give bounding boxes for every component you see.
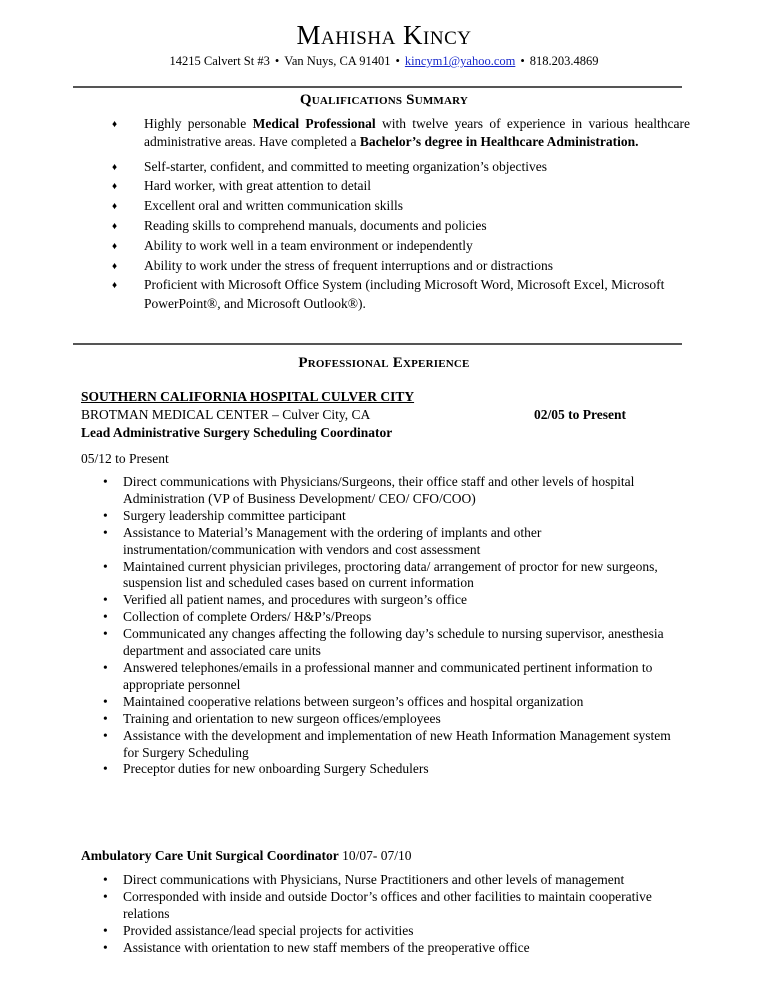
list-item: [81, 872, 681, 889]
list-item: [81, 761, 681, 778]
bullet-icon: •: [103, 888, 108, 904]
text: Reading skills to comprehend manuals, documents and policies: [144, 217, 487, 233]
list-item: [81, 474, 681, 508]
qualifications-list: [112, 115, 690, 314]
emphasis: Medical Professional: [252, 116, 376, 131]
list-item: [81, 940, 681, 957]
text: Assistance with the development and implementation of new Heath Information Management system for Surgery Scheduling: [123, 727, 671, 760]
list-item: [112, 237, 690, 255]
bullet-icon: •: [103, 872, 108, 887]
text: Highly personable: [144, 116, 253, 131]
list-item: [81, 609, 681, 626]
text: Communicated any changes affecting the following day’s schedule to nursing supervisor, anesthesia department and associated care units: [123, 626, 664, 659]
diamond-bullet-icon: ♦: [112, 240, 118, 252]
text: Verified all patient names, and procedures with surgeon’s office: [123, 592, 468, 608]
diamond-bullet-icon: ♦: [112, 161, 118, 173]
candidate-name: Mahisha Kincy: [296, 20, 472, 50]
list-item: [81, 889, 681, 923]
phone: 818.203.4869: [529, 54, 599, 68]
list-item: [81, 694, 681, 711]
list-item: [81, 923, 681, 940]
qualifications-heading: Qualifications Summary: [299, 92, 469, 108]
contact-line: [0, 53, 768, 69]
text: Ability to work under the stress of frequent interruptions and or distractions: [144, 257, 554, 273]
diamond-bullet-icon: ♦: [112, 181, 118, 193]
text: Corresponded with inside and outside Doctor’s offices and other facilities to maintain cooperative relations: [123, 888, 652, 921]
employer-name: SOUTHERN CALIFORNIA HOSPITAL CULVER CITY: [81, 389, 415, 404]
bullet-icon: •: [103, 474, 108, 489]
role-header: [81, 847, 412, 865]
role-duties-list: [81, 872, 681, 957]
text: Self-starter, confident, and committed to meeting organization’s objectives: [144, 158, 547, 174]
diamond-bullet-icon: ♦: [112, 260, 118, 272]
text: Provided assistance/lead special projects for activities: [123, 922, 414, 938]
bullet-icon: •: [103, 939, 108, 955]
list-item: [81, 525, 681, 559]
list-item: [81, 626, 681, 660]
bullet-icon: •: [103, 710, 108, 726]
bullet-icon: •: [103, 558, 108, 574]
role-title: Lead Administrative Surgery Scheduling Coordinator: [81, 425, 393, 440]
text: Maintained current physician privileges, proctoring data/ arrangement of proctor for new surgeons, suspension list and scheduled cases based on current information: [123, 558, 658, 591]
list-item: [81, 728, 681, 762]
bullet-icon: •: [103, 609, 108, 625]
text: Direct communications with Physicians, Nurse Practitioners and other levels of management: [123, 872, 625, 887]
list-item: [112, 217, 690, 235]
text: Assistance to Material’s Management with the ordering of implants and other instrumentation/communication with vendors and cost assessment: [123, 524, 542, 557]
facility-dates: 02/05 to Present: [534, 407, 626, 422]
separator: •: [395, 54, 400, 68]
role-title: Ambulatory Care Unit Surgical Coordinator: [81, 848, 339, 863]
role-duties-list: [81, 474, 681, 778]
diamond-bullet-icon: ♦: [112, 119, 118, 130]
emphasis: Bachelor’s degree in Healthcare Administration.: [359, 134, 639, 150]
bullet-icon: •: [103, 524, 108, 540]
list-item: [112, 257, 690, 275]
list-item: [112, 177, 690, 195]
address: 14215 Calvert St #3: [169, 54, 270, 68]
bullet-icon: •: [103, 592, 108, 608]
diamond-bullet-icon: ♦: [112, 201, 118, 213]
list-item: [112, 276, 690, 313]
diamond-bullet-icon: ♦: [112, 220, 118, 232]
list-item: [81, 559, 681, 593]
bullet-icon: •: [103, 761, 108, 777]
list-item: [81, 660, 681, 694]
bullet-icon: •: [103, 727, 108, 743]
facility-name: BROTMAN MEDICAL CENTER – Culver City, CA: [81, 407, 371, 422]
text: with twelve years of experience in various healthcare administrative areas. Have completed a: [144, 116, 691, 150]
list-item: [112, 197, 690, 215]
text: Ability to work well in a team environment or independently: [144, 237, 473, 253]
bullet-icon: •: [103, 507, 108, 523]
separator: •: [520, 54, 525, 68]
text: Collection of complete Orders/ H&P’s/Preops: [123, 609, 372, 625]
list-item: [81, 592, 681, 609]
text: Direct communications with Physicians/Surgeons, their office staff and other levels of hospital Administration (VP of Business Development/ CEO/ CFO/COO): [123, 474, 635, 506]
divider: [73, 343, 682, 345]
text: Maintained cooperative relations between surgeon’s offices and hospital organization: [123, 693, 584, 709]
text: Proficient with Microsoft Office System (including Microsoft Word, Microsoft Excel, Microsoft PowerPoint®, and Microsoft Outlook®).: [144, 277, 665, 311]
separator: •: [274, 54, 280, 68]
text: Preceptor duties for new onboarding Surgery Schedulers: [123, 761, 429, 777]
text: Surgery leadership committee participant: [123, 507, 346, 523]
bullet-icon: •: [103, 659, 108, 675]
role-dates: 05/12 to Present: [81, 451, 169, 466]
divider: [73, 86, 682, 88]
list-item: [81, 711, 681, 728]
bullet-icon: •: [103, 626, 108, 642]
text: Assistance with orientation to new staff members of the preoperative office: [123, 939, 530, 955]
bullet-icon: •: [103, 922, 108, 938]
text: Training and orientation to new surgeon offices/employees: [123, 710, 441, 726]
role-dates: 10/07- 07/10: [342, 848, 412, 863]
city: Van Nuys, CA 91401: [284, 54, 391, 68]
email-link[interactable]: kincym1@yahoo.com: [404, 54, 516, 68]
text: Hard worker, with great attention to detail: [144, 178, 372, 194]
text: Answered telephones/emails in a professional manner and communicated pertinent information to appropriate personnel: [123, 659, 653, 692]
list-item: [112, 158, 690, 176]
bullet-icon: •: [103, 693, 108, 709]
list-item: [112, 115, 690, 152]
experience-heading: Professional Experience: [298, 355, 470, 371]
list-item: [81, 508, 681, 525]
text: Excellent oral and written communication skills: [144, 198, 404, 214]
diamond-bullet-icon: ♦: [112, 280, 118, 292]
